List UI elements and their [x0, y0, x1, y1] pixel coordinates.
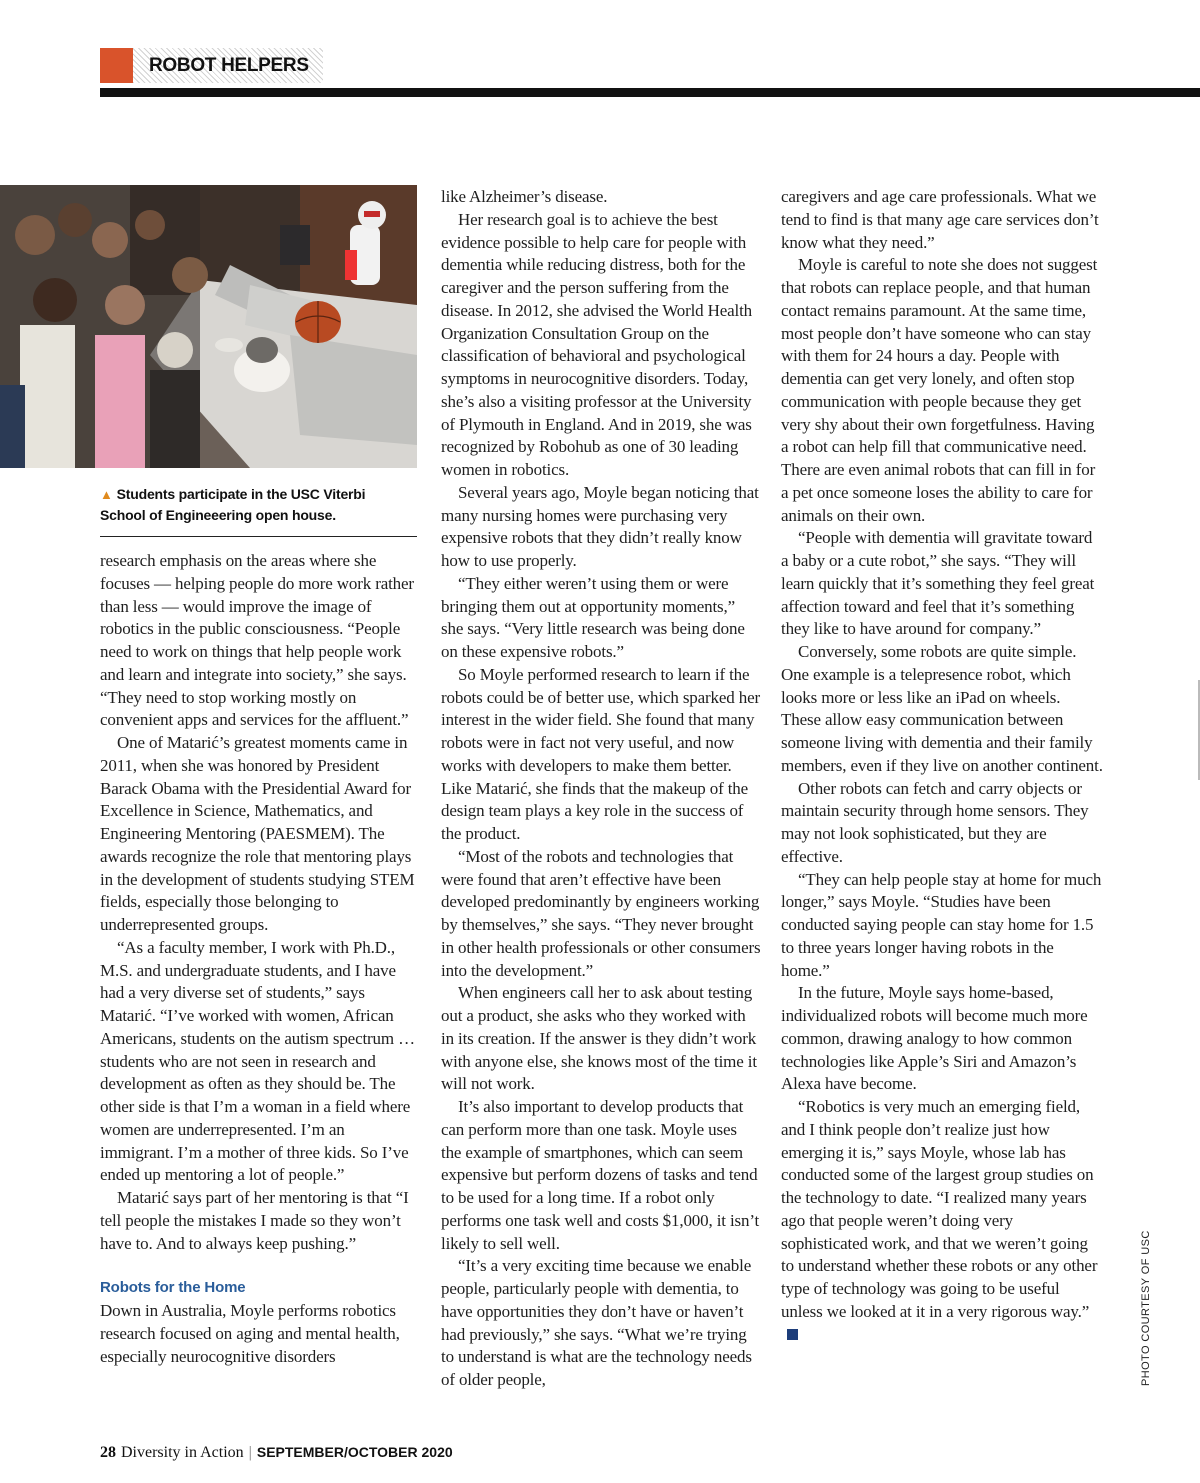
- paragraph: “As a faculty member, I work with Ph.D., M.S. and undergraduate students, and I have had a very diverse set of students,” says Matarić. “I’ve worked with women, African Americans, students on the autism spectrum … students who are not seen in research and development as often as they should be. The other side is that I’m a woman in a field where women are underrepresented. I’m an immigrant. I’m a mother of three kids. So I’ve ended up mentoring a lot of people.”: [100, 937, 415, 1185]
- paragraph: Other robots can fetch and carry objects or maintain security through home sensors. They may not look sophisticated, but they are effective.: [781, 778, 1089, 866]
- article-column-3: [781, 186, 1103, 1346]
- paragraph: “They either weren’t using them or were bringing them out at opportunity moments,” she says. “Very little research was being done on these expensive robots.”: [441, 573, 745, 661]
- article-column-2: [441, 186, 761, 1392]
- paragraph: Down in Australia, Moyle performs robotics research focused on aging and mental health, especially neurocognitive disorders: [100, 1301, 400, 1366]
- paragraph: When engineers call her to ask about testing out a product, she asks who they worked with in its creation. If the answer is they didn’t work with anyone else, she knows most of the time it will not work.: [441, 983, 757, 1094]
- caption-rule: [100, 536, 417, 537]
- section-subhead: Robots for the Home: [100, 1279, 246, 1297]
- paragraph-final: [781, 1096, 1103, 1346]
- paragraph: So Moyle performed research to learn if the robots could be of better use, which sparked her interest in the wider field. She found that many robots were in fact not very useful, and now works with developers to make them better. Like Matarić, she finds that the makeup of the design team plays a key role in the success of the product.: [441, 664, 761, 843]
- paragraph: Conversely, some robots are quite simple. One example is a telepresence robot, which looks more or less like an iPad on wheels. These allow easy communication between someone living with dementia and their family members, even if they live on another continent.: [781, 642, 1103, 775]
- paragraph: It’s also important to develop products that can perform more than one task. Moyle uses the example of smartphones, which can seem expensive but perform dozens of tasks and tend to be used for a long time. If a robot only performs one task well and costs $1,000, it isn’t likely to sell well.: [441, 1097, 760, 1253]
- footer-separator: |: [248, 1444, 252, 1461]
- section-label: ROBOT HELPERS: [133, 48, 323, 83]
- paragraph: Several years ago, Moyle began noticing that many nursing homes were purchasing very expensive robots that they didn’t really know how to use properly.: [441, 482, 759, 570]
- paragraph: research emphasis on the areas where she focuses — helping people do more work rather than less — would improve the image of robotics in the public consciousness. “People need to work on things that help people work and learn and integrate into society,” she says. “They need to stop working mostly on convenient apps and services for the affluent.”: [100, 551, 414, 730]
- paragraph: “They can help people stay at home for much longer,” says Moyle. “Studies have been conducted saying people can stay home for 1.5 to three years longer having robots in the home.”: [781, 869, 1102, 980]
- section-color-block: [100, 48, 133, 83]
- paragraph: “People with dementia will gravitate toward a baby or a cute robot,” she says. “They will learn quickly that it’s something they feel great affection toward and feel that it’s something they like to have around for company.”: [781, 528, 1095, 639]
- paragraph: Her research goal is to achieve the best evidence possible to help care for people with dementia while reducing distress, both for the caregiver and the person suffering from the disease. In 2012, she advised the World Health Organization Consultation Group on the classification of behavioral and psychological symptoms in neurocognitive disorders. Today, she’s also a visiting professor at the University of Plymouth in England. And in 2019, she was recognized by Robohub as one of 30 leading women in robotics.: [441, 209, 753, 479]
- paragraph: Moyle is careful to note she does not suggest that robots can replace people, and that human contact remains paramount. At the same time, most people don’t have someone who can stay with them for 24 hours a day. People with dementia can get very lonely, and often stop communication with people because they get very shy about their own forgetfulness. Having a robot can help fill that communicative need. There are even animal robots that can fill in for a pet once someone loses the ability to care for animals on their own.: [781, 255, 1098, 525]
- paragraph: “Most of the robots and technologies that were found that aren’t effective have been developed predominantly by engineers working by themselves,” she says. “They never brought in other health professionals or other consumers into the development.”: [441, 846, 761, 980]
- paragraph: caregivers and age care professionals. What we tend to find is that many age care services don’t know what they need.”: [781, 187, 1099, 252]
- header-rule: [100, 88, 1200, 97]
- photo-caption: [100, 484, 400, 525]
- photo-credit: PHOTO COURTESY OF USC: [1140, 1230, 1152, 1386]
- page-number: 28: [100, 1444, 116, 1461]
- caption-text: Students participate in the USC Viterbi School of Engineeering open house.: [100, 486, 366, 523]
- paragraph: In the future, Moyle says home-based, individualized robots will become much more common, drawing analogy to how common technologies like Apple’s Siri and Amazon’s Alexa have become.: [781, 983, 1088, 1094]
- page-footer: [100, 1444, 453, 1462]
- classroom-photo-icon: [0, 185, 417, 468]
- article-column-1: [100, 550, 419, 1369]
- final-paragraph-text: “Robotics is very much an emerging field, and I think people don’t realize just how emerging it is,” says Moyle, whose lab has conducted some of the largest group studies on the technology to date. “I realized many years ago that people weren’t doing very sophisticated work, and that we weren’t going to understand whether these robots or any other type of technology was going to be useful unless we looked at it in a very rigorous way.”: [781, 1097, 1098, 1321]
- paragraph: “It’s a very exciting time because we enable people, particularly people with dementia, to have opportunities they don’t have or haven’t had previously,” she says. “What we’re trying to understand is what are the technology needs of older people,: [441, 1256, 752, 1389]
- section-tag: [100, 48, 323, 83]
- publication-name: Diversity in Action: [121, 1444, 244, 1461]
- end-mark-icon: [787, 1329, 798, 1340]
- paragraph: like Alzheimer’s disease.: [441, 187, 608, 206]
- caption-triangle-icon: ▲: [100, 487, 113, 502]
- issue-date: SEPTEMBER/OCTOBER 2020: [256, 1444, 453, 1460]
- paragraph: Matarić says part of her mentoring is that “I tell people the mistakes I made so they won’t have to. And to always keep pushing.”: [100, 1188, 409, 1253]
- paragraph: One of Matarić’s greatest moments came in 2011, when she was honored by President Barack Obama with the Presidential Award for Excellence in Science, Mathematics, and Engineering Mentoring (PAESMEM). The awards recognize the role that mentoring plays in the development of students studying STEM fields, especially those belonging to underrepresented groups.: [100, 733, 415, 934]
